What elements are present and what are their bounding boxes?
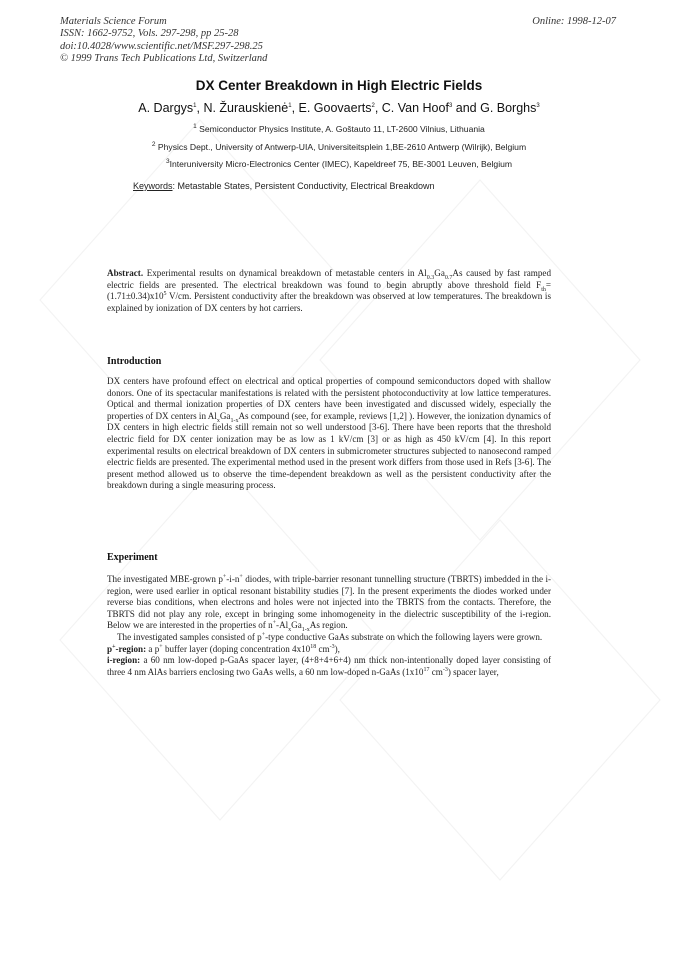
copyright-line: © 1999 Trans Tech Publications Ltd, Switzerland <box>60 53 268 65</box>
i-region-item: i-region: a 60 nm low-doped p-GaAs spacer layer, (4+8+4+6+4) nm thick non-intentionally doped layer consisting of three 4 nm AlAs barriers enclosing two GaAs wells, a 60 nm low-doped n-GaAs ($1x10^{17}$ $cm^{-3}$) spacer layer, <box>107 655 551 677</box>
affiliation-3: $^3$Interuniversity Micro-Electronics Center (IMEC), Kapeldreef 75, BE-3001 Leuven, Belgium <box>165 158 513 169</box>
p-region-item: p+-region: a p+ buffer layer (doping concentration $4x10^{18}$ $cm^{-3}$), <box>107 643 340 654</box>
abstract-label: Abstract. <box>107 268 144 278</box>
journal-name: Materials Science Forum <box>60 16 167 27</box>
keywords-text: Metastable States, Persistent Conductivity, Electrical Breakdown <box>175 181 435 191</box>
experiment-paragraph-2: The investigated samples consisted of p+-type conductive GaAs substrate on which the following layers were grown. <box>117 631 543 642</box>
issn-line: ISSN: 1662-9752, Vols. 297-298, pp 25-28 <box>60 28 239 40</box>
doi-link[interactable]: doi:10.4028/www.scientific.net/MSF.297-298.25 <box>60 40 263 52</box>
experiment-paragraph-1: The investigated MBE-grown p+-i-n+ diodes, with triple-barrier resonant tunnelling structure (TBRTS) imbedded in the i-region, were used earlier in optical resonant bistability studies [7]. In the present experiments the diodes worked under reverse bias conditions, when electrons and holes were not injected into the TBRTS from the contacts. Therefore, the TBRTS did not play any role, except in bringing some inhomogeneity in the dielectric susceptibility of the i-region. Below we are interested in the properties of $n^+-Al_xGa_{1-x}As$ region. <box>107 573 551 634</box>
keywords-line: Keywords: Metastable States, Persistent Conductivity, Electrical Breakdown <box>133 181 435 191</box>
author-list: A. Dargys$^1$, N. Žurauskienė$^1$, E. Goovaerts$^2$, C. Van Hoof$^3$ and G. Borghs$^3$ <box>138 101 540 115</box>
author-3: E. Goovaerts <box>298 101 372 115</box>
author-2: N. Žurauskienė <box>203 101 289 115</box>
keywords-label: Keywords <box>133 181 173 191</box>
experiment-text <box>107 574 551 678</box>
affiliation-2: $^2$ Physics Dept., University of Antwerp-UIA, Universiteitsplein 1,BE-2610 Antwerp (Wilrijk), Belgium <box>151 141 527 152</box>
journal-header <box>60 16 267 66</box>
experiment-heading: Experiment <box>107 552 158 563</box>
abstract: Abstract. Experimental results on dynamical breakdown of metastable centers in $Al_{0.3}Ga_{0.7}As$ caused by fast ramped electric fields are presented. The electrical breakdown was found to begin abruptly above threshold field $F_{th}=(1.71\pm 0.34)x10^5$ V/cm. Persistent conductivity after the breakdown was observed at low temperatures. The breakdown is explained by ionization of DX centers by hot carriers. <box>107 268 551 313</box>
introduction-heading: Introduction <box>107 356 162 367</box>
introduction-text: DX centers have profound effect on electrical and optical properties of compound semiconductors doped with shallow donors. One of its spectacular manifestations is related with the persistent photoconductivity at low lattice temperatures. Optical and thermal ionization properties of DX centers have been investigated and discussed widely, especially the properties of DX centers in $Al_xGa_{1-x}As$ compound (see, for example, reviews [1,2] ). However, the ionization dynamics of DX centers in high electric fields still remain not so well understood [3-6]. There have been reports that the threshold electric field for DX center ionization may be as low as 1 kV/cm [3] or as high as 450 kV/cm [4]. In this report experimental results on electrical breakdown of DX centers in submicrometer structures subjected to nanosecond ramped electric fields are presented. The experimental method used in the present work differs from those used in Refs [3-6]. The present method allowed us to observe the time-dependent breakdown as well as the persistent conductivity after the breakdown during a single measuring process. <box>107 376 551 491</box>
author-1: A. Dargys <box>138 101 194 115</box>
online-date: Online: 1998-12-07 <box>532 16 616 27</box>
affiliation-1: $^1$ Semiconductor Physics Institute, A. Goštauto 11, LT-2600 Vilnius, Lithuania <box>193 123 485 134</box>
author-4: C. Van Hoof <box>381 101 449 115</box>
author-5: G. Borghs <box>480 101 537 115</box>
paper-title: DX Center Breakdown in High Electric Fields <box>195 78 483 93</box>
